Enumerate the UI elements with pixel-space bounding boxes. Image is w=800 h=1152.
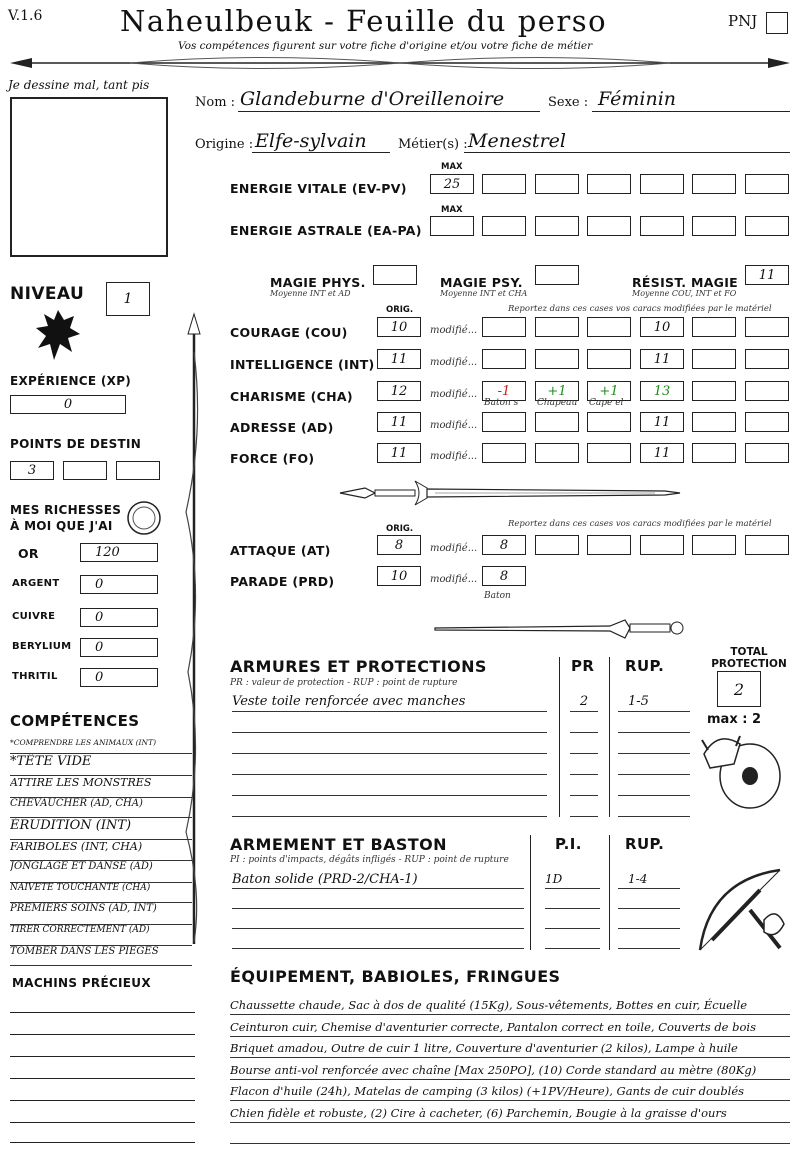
magie-phys-sub: Moyenne INT et AD	[270, 289, 351, 298]
total-protection-label: TOTAL PROTECTION	[711, 646, 787, 670]
origine-value[interactable]: Elfe-sylvain	[255, 130, 367, 152]
money-label: OR	[18, 546, 39, 561]
armures-rup-header: RUP.	[625, 657, 665, 675]
competence-item[interactable]: TOMBER DANS LES PIÈGES	[10, 946, 192, 966]
money-value-box[interactable]: 0	[80, 638, 158, 657]
xp-box[interactable]: 0	[10, 395, 126, 414]
armure-pr[interactable]	[570, 713, 598, 733]
competence-item[interactable]: *TÊTE VIDE	[10, 754, 192, 776]
armement-pi-header: P.I.	[555, 835, 582, 853]
carac-cell[interactable]	[745, 317, 789, 337]
spear-divider-icon	[10, 52, 790, 74]
armure-rup[interactable]	[618, 755, 690, 775]
carac-cell[interactable]	[692, 412, 736, 432]
charisme-item-note: Cape el	[589, 398, 624, 408]
competence-item[interactable]: *COMPRENDRE LES ANIMAUX (INT)	[10, 738, 192, 754]
carac-cell[interactable]	[482, 443, 526, 463]
carac-cell[interactable]	[482, 412, 526, 432]
armure-name[interactable]	[232, 734, 547, 754]
armure-name[interactable]	[232, 755, 547, 775]
armement-subtitle: PI : points d'impacts, dégâts infligés - RUP : point de rupture	[230, 855, 509, 865]
nom-value[interactable]: Glandeburne d'Oreillenoire	[240, 88, 505, 110]
money-label: BERYLIUM	[12, 641, 72, 652]
parade-note: Baton	[484, 591, 511, 601]
caracs-orig-label: ORIG.	[386, 305, 414, 315]
carac-cell[interactable]	[587, 443, 631, 463]
carac-cell[interactable]	[482, 317, 526, 337]
attaque-cell-4[interactable]	[640, 535, 684, 555]
portrait-frame[interactable]	[10, 97, 168, 257]
arme-pi[interactable]	[545, 930, 600, 949]
competence-item[interactable]: TIRER CORRECTEMENT (AD)	[10, 925, 192, 946]
carac-label: ADRESSE (AD)	[230, 420, 334, 435]
armure-rup[interactable]	[618, 734, 690, 754]
carac-cell[interactable]	[692, 443, 736, 463]
armure-rup[interactable]	[618, 713, 690, 733]
money-value-box[interactable]: 120	[80, 543, 158, 562]
carac-cell[interactable]	[535, 349, 579, 369]
attaque-cell-2[interactable]	[535, 535, 579, 555]
sword-2-icon	[430, 612, 690, 646]
competences-label: COMPÉTENCES	[10, 712, 140, 730]
competence-item[interactable]: PREMIERS SOINS (AD, INT)	[10, 903, 192, 925]
machins-label: MACHINS PRÉCIEUX	[12, 976, 151, 990]
destin-box-3[interactable]	[116, 461, 160, 480]
sheet-subtitle: Vos compétences figurent sur votre fiche d'origine et/ou votre fiche de métier	[178, 40, 593, 52]
carac-cell[interactable]: 11	[640, 349, 684, 369]
machins-line-5	[10, 1100, 195, 1101]
armures-title: ARMURES ET PROTECTIONS	[230, 657, 487, 676]
armures-col-divider-2	[609, 657, 610, 817]
ev-max-box[interactable]: 25	[430, 174, 474, 194]
ea-cell-3[interactable]	[587, 216, 631, 236]
destin-box-1[interactable]: 3	[10, 461, 54, 480]
origine-underline	[252, 152, 390, 153]
equipement-line[interactable]	[230, 1125, 790, 1144]
carac-cell[interactable]	[692, 381, 736, 401]
pnj-checkbox[interactable]	[766, 12, 788, 34]
magie-psy-box[interactable]	[535, 265, 579, 285]
version-label: V.1.6	[8, 8, 43, 24]
carac-cell[interactable]: 13	[640, 381, 684, 401]
ea-max-box[interactable]	[430, 216, 474, 236]
ev-cell-2[interactable]	[535, 174, 579, 194]
arme-name[interactable]	[232, 890, 524, 909]
parade-label: PARADE (PRD)	[230, 574, 335, 589]
arme-rup[interactable]	[618, 930, 680, 949]
charisme-item-note: Chapeau	[537, 398, 578, 408]
ev-cell-1[interactable]	[482, 174, 526, 194]
carac-modifie-label: modifié...	[430, 389, 478, 400]
machins-line-2	[10, 1034, 195, 1035]
sexe-value[interactable]: Féminin	[598, 88, 677, 110]
competence-item[interactable]: JONGLAGE ET DANSE (AD)	[10, 861, 192, 883]
competence-item[interactable]: NAÏVETÉ TOUCHANTE (CHA)	[10, 883, 192, 903]
armement-rup-header: RUP.	[625, 835, 665, 853]
armures-col-divider-1	[559, 657, 560, 817]
equipement-line[interactable]: Bourse anti-vol renforcée avec chaîne [Max 250PO], (10) Corde standard au mètre (80Kg)	[230, 1061, 790, 1080]
resist-magie-label: RÉSIST. MAGIE	[632, 275, 739, 290]
nom-underline	[238, 111, 540, 112]
richesses-label-2: À MOI QUE J'AI	[10, 519, 113, 533]
carac-label: INTELLIGENCE (INT)	[230, 357, 375, 372]
weapons-icon	[690, 860, 790, 960]
armure-name[interactable]: Veste toile renforcée avec manches	[232, 692, 547, 712]
ea-cell-2[interactable]	[535, 216, 579, 236]
arme-pi[interactable]: 1D	[545, 870, 600, 889]
armure-pr[interactable]	[570, 734, 598, 754]
equipement-line[interactable]: Flacon d'huile (24h), Matelas de camping (3 kilos) (+1PV/Heure), Gants de cuir doublés	[230, 1082, 790, 1101]
carac-modifie-label: modifié...	[430, 325, 478, 336]
ev-cell-4[interactable]	[640, 174, 684, 194]
equipement-line[interactable]: Briquet amadou, Outre de cuir 1 litre, Couverture d'aventurier (2 kilos), Lampe à huile	[230, 1039, 790, 1058]
equipement-title: ÉQUIPEMENT, BABIOLES, FRINGUES	[230, 967, 561, 986]
carac-cell[interactable]	[587, 317, 631, 337]
armure-pr[interactable]	[570, 776, 598, 796]
richesses-label-1: MES RICHESSES	[10, 503, 122, 517]
arme-name[interactable]	[232, 910, 524, 929]
equipement-line[interactable]: Chaussette chaude, Sac à dos de qualité (15Kg), Sous-vêtements, Bottes en cuir, Écuelle	[230, 996, 790, 1015]
machins-line-7	[10, 1142, 195, 1143]
carac-modifie-label: modifié...	[430, 420, 478, 431]
attaque-cell-5[interactable]	[692, 535, 736, 555]
carac-cell[interactable]	[692, 349, 736, 369]
parade-mod-box[interactable]: 8	[482, 566, 526, 586]
carac-label: FORCE (FO)	[230, 451, 315, 466]
machins-line-1	[10, 1012, 195, 1013]
carac-cell[interactable]: 11	[640, 443, 684, 463]
ea-label: ENERGIE ASTRALE (EA-PA)	[230, 223, 422, 238]
competence-item[interactable]: ÉRUDITION (INT)	[10, 818, 192, 840]
armure-pr[interactable]	[570, 797, 598, 817]
magie-psy-label: MAGIE PSY.	[440, 275, 523, 290]
equipement-line[interactable]: Ceinturon cuir, Chemise d'aventurier correcte, Pantalon correct en toile, Couverts de bois	[230, 1018, 790, 1037]
money-value-box[interactable]: 0	[80, 608, 158, 627]
carac-orig-box[interactable]: 11	[377, 443, 421, 463]
armure-pr[interactable]	[570, 755, 598, 775]
carac-cell[interactable]	[745, 443, 789, 463]
armement-title: ARMEMENT ET BASTON	[230, 835, 447, 854]
machins-line-6	[10, 1122, 195, 1123]
money-value-box[interactable]: 0	[80, 575, 158, 594]
sexe-underline	[592, 111, 790, 112]
sheet-title: Naheulbeuk - Feuille du perso	[120, 4, 608, 38]
parade-orig-box[interactable]: 10	[377, 566, 421, 586]
armure-name[interactable]	[232, 797, 547, 817]
armement-col-divider-1	[530, 835, 531, 950]
arme-name[interactable]	[232, 930, 524, 949]
metier-label: Métier(s) :	[398, 137, 468, 152]
money-label: THRITIL	[12, 671, 58, 682]
niveau-label: NIVEAU	[10, 284, 85, 304]
sword-icon	[335, 478, 685, 508]
carac-cell[interactable]	[745, 381, 789, 401]
armure-pr[interactable]: 2	[570, 692, 598, 712]
ea-cell-6[interactable]	[745, 216, 789, 236]
arme-name[interactable]: Baton solide (PRD-2/CHA-1)	[232, 870, 524, 889]
nom-label: Nom :	[195, 95, 236, 110]
arme-pi[interactable]	[545, 910, 600, 929]
destin-box-2[interactable]	[63, 461, 107, 480]
ea-cell-4[interactable]	[640, 216, 684, 236]
carac-modifie-label: modifié...	[430, 451, 478, 462]
xp-label: EXPÉRIENCE (XP)	[10, 374, 132, 388]
competence-item[interactable]: ATTIRE LES MONSTRES	[10, 776, 192, 798]
armure-rup[interactable]	[618, 797, 690, 817]
ev-label: ENERGIE VITALE (EV-PV)	[230, 181, 407, 196]
sexe-label: Sexe :	[548, 95, 589, 110]
competence-item[interactable]: FARIBOLES (INT, CHA)	[10, 840, 192, 861]
carac-orig-box[interactable]: 12	[377, 381, 421, 401]
parade-modifie-label: modifié...	[430, 574, 478, 585]
attaque-cell-6[interactable]	[745, 535, 789, 555]
carac-cell[interactable]	[535, 412, 579, 432]
carac-cell[interactable]	[587, 412, 631, 432]
carac-cell[interactable]	[692, 317, 736, 337]
magie-psy-sub: Moyenne INT et CHA	[440, 289, 528, 298]
metier-underline	[464, 152, 790, 153]
carac-modifie-label: modifié...	[430, 357, 478, 368]
resist-magie-sub: Moyenne COU, INT et FO	[632, 289, 737, 298]
carac-cell[interactable]: +1	[535, 381, 579, 401]
carac-cell[interactable]	[482, 349, 526, 369]
carac-cell[interactable]	[535, 317, 579, 337]
armure-name[interactable]	[232, 713, 547, 733]
charisme-item-note: Baton s	[484, 398, 519, 408]
carac-cell[interactable]: +1	[587, 381, 631, 401]
ev-max-label: MAX	[441, 162, 463, 172]
carac-label: CHARISME (CHA)	[230, 389, 353, 404]
ev-cell-6[interactable]	[745, 174, 789, 194]
carac-cell[interactable]	[745, 349, 789, 369]
dragon-icon	[34, 306, 82, 364]
machins-line-4	[10, 1078, 195, 1079]
carac-cell[interactable]: -1	[482, 381, 526, 401]
magie-phys-box[interactable]	[373, 265, 417, 285]
combat-report-note: Reportez dans ces cases vos caracs modifiées par le matériel	[508, 519, 772, 529]
money-label: ARGENT	[12, 578, 60, 589]
attaque-modifie-label: modifié...	[430, 543, 478, 554]
attaque-cell-3[interactable]	[587, 535, 631, 555]
ea-cell-1[interactable]	[482, 216, 526, 236]
helmet-shield-icon	[698, 728, 788, 812]
armures-pr-header: PR	[571, 657, 595, 675]
carac-orig-box[interactable]: 11	[377, 412, 421, 432]
metier-value[interactable]: Menestrel	[468, 130, 566, 152]
machins-line-3	[10, 1056, 195, 1057]
ea-max-label: MAX	[441, 205, 463, 215]
combat-orig-label: ORIG.	[386, 524, 414, 534]
money-label: CUIVRE	[12, 611, 56, 622]
competence-item[interactable]: CHEVAUCHER (AD, CHA)	[10, 798, 192, 818]
carac-cell[interactable]	[587, 349, 631, 369]
armure-rup[interactable]	[618, 776, 690, 796]
carac-cell[interactable]: 11	[640, 412, 684, 432]
attaque-orig-box[interactable]: 8	[377, 535, 421, 555]
armement-col-divider-2	[609, 835, 610, 950]
carac-label: COURAGE (COU)	[230, 325, 348, 340]
money-value-box[interactable]: 0	[80, 668, 158, 687]
max-protection-label: max : 2	[707, 712, 761, 727]
pnj-label: PNJ	[728, 12, 758, 30]
armure-rup[interactable]: 1-5	[618, 692, 690, 712]
resist-magie-box[interactable]: 11	[745, 265, 789, 285]
destin-label: POINTS DE DESTIN	[10, 437, 142, 451]
carac-cell[interactable]: 10	[640, 317, 684, 337]
ea-cell-5[interactable]	[692, 216, 736, 236]
carac-cell[interactable]	[745, 412, 789, 432]
armures-subtitle: PR : valeur de protection - RUP : point de rupture	[230, 678, 458, 688]
arme-rup[interactable]	[618, 910, 680, 929]
caracs-report-note: Reportez dans ces cases vos caracs modifiées par le matériel	[508, 304, 772, 314]
arme-rup[interactable]: 1-4	[618, 870, 680, 889]
portrait-caption: Je dessine mal, tant pis	[8, 78, 150, 92]
ev-cell-3[interactable]	[587, 174, 631, 194]
magie-phys-label: MAGIE PHYS.	[270, 275, 366, 290]
arme-pi[interactable]	[545, 890, 600, 909]
origine-label: Origine :	[195, 137, 254, 152]
carac-cell[interactable]	[535, 443, 579, 463]
carac-orig-box[interactable]: 11	[377, 349, 421, 369]
attaque-mod-box[interactable]: 8	[482, 535, 526, 555]
arme-rup[interactable]	[618, 890, 680, 909]
attaque-label: ATTAQUE (AT)	[230, 543, 331, 558]
armure-name[interactable]	[232, 776, 547, 796]
ev-cell-5[interactable]	[692, 174, 736, 194]
carac-orig-box[interactable]: 10	[377, 317, 421, 337]
equipement-line[interactable]: Chien fidèle et robuste, (2) Cire à cacheter, (6) Parchemin, Bougie à la graisse d'ours	[230, 1104, 790, 1123]
coin-icon	[126, 500, 162, 536]
total-protection-box[interactable]: 2	[717, 671, 761, 707]
niveau-box[interactable]: 1	[106, 282, 150, 316]
